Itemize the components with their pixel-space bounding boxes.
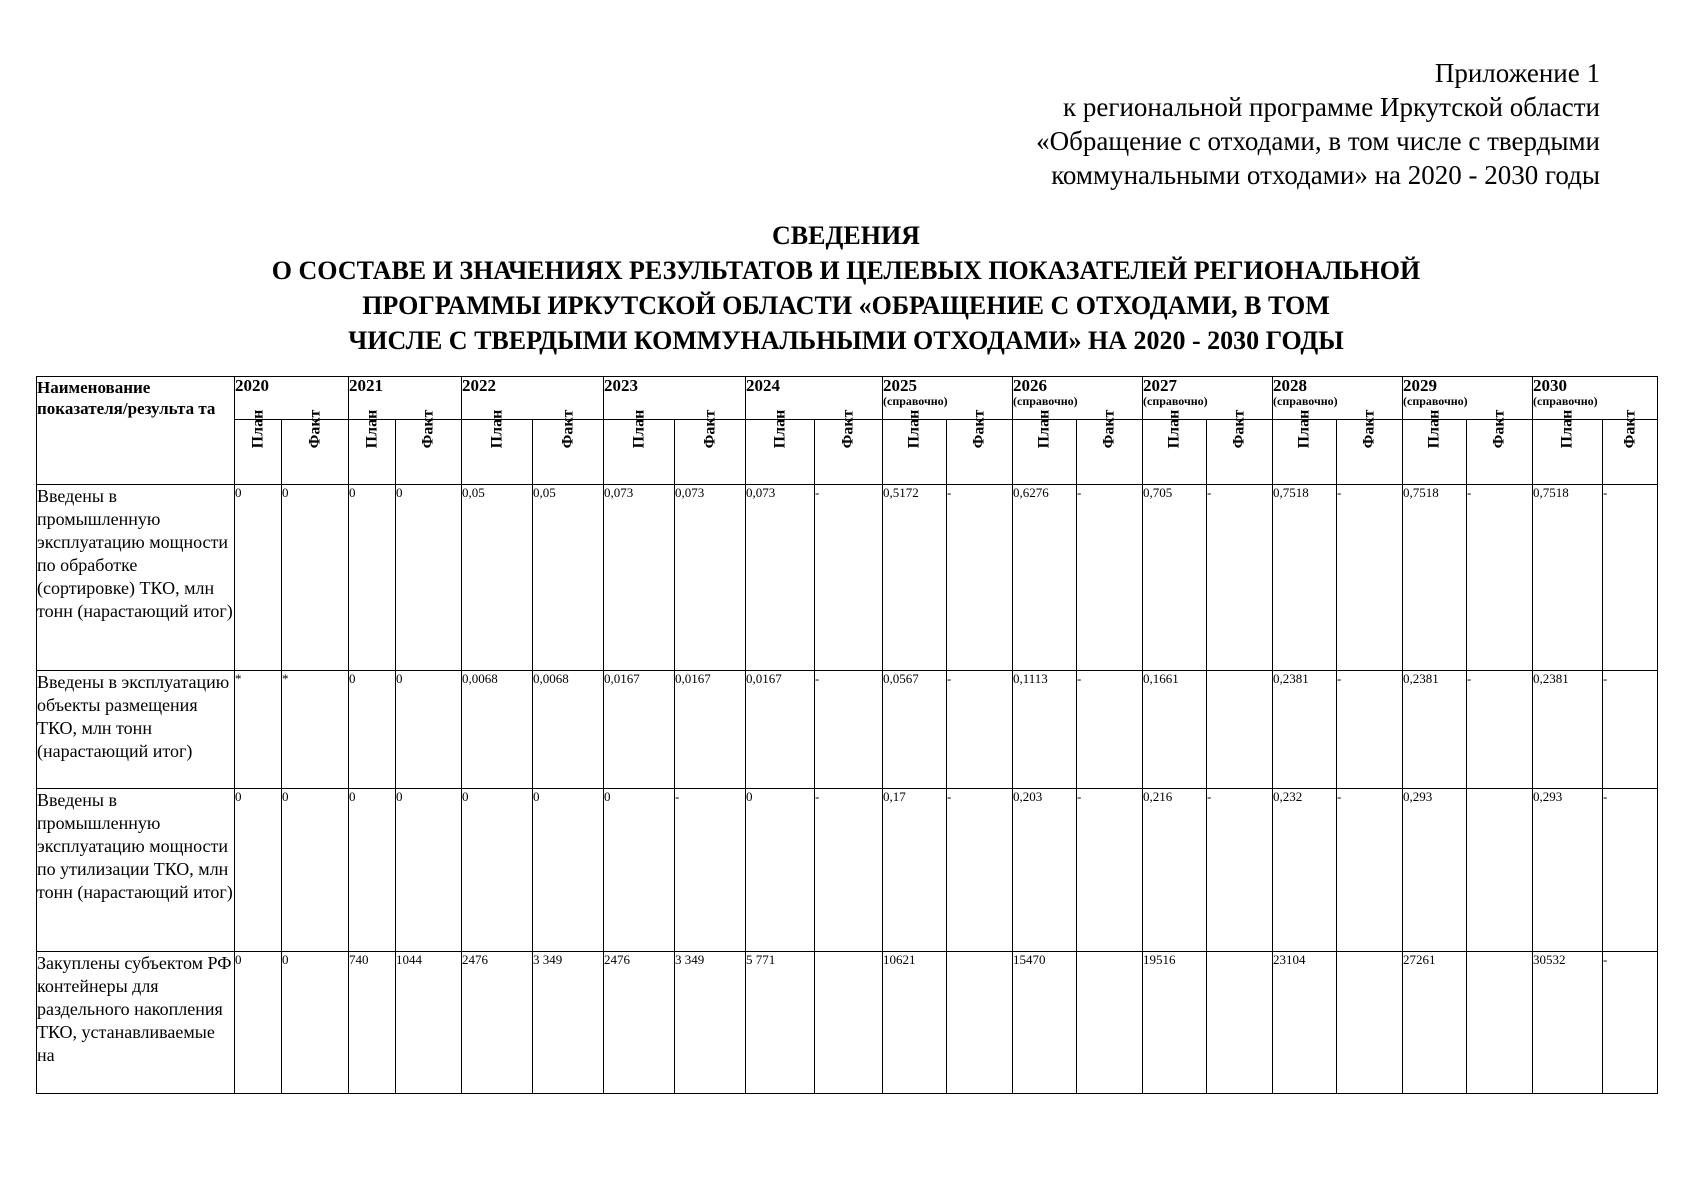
value-cell: 0 — [282, 789, 349, 952]
indicator-name: Закуплены субъектом РФ контейнеры для раздельного накопления ТКО, устанавливаемые на — [37, 952, 235, 1094]
value-cell: 0,17 — [883, 789, 947, 952]
title-line-1: СВЕДЕНИЯ — [772, 221, 920, 250]
value-cell: - — [1077, 485, 1143, 671]
value-cell: 0,0167 — [746, 671, 815, 789]
value-cell: 0 — [349, 789, 396, 952]
value-cell: 0,0167 — [675, 671, 746, 789]
value-cell: - — [1467, 671, 1533, 789]
table-row — [37, 671, 1658, 789]
value-cell: - — [1467, 485, 1533, 671]
value-cell — [947, 952, 1013, 1094]
table-row — [37, 952, 1658, 1094]
year-header-2030: 2030 (справочно) — [1533, 377, 1658, 420]
value-cell: 0,7518 — [1403, 485, 1467, 671]
value-cell: - — [1337, 789, 1403, 952]
table-row — [37, 789, 1658, 952]
value-cell: * — [282, 671, 349, 789]
value-cell: - — [947, 485, 1013, 671]
value-cell: 0,2381 — [1273, 671, 1337, 789]
table-row — [37, 485, 1658, 671]
value-cell: - — [1207, 485, 1273, 671]
value-cell — [1467, 952, 1533, 1094]
value-cell — [1207, 952, 1273, 1094]
year-header-2022: 2022 — [462, 377, 604, 420]
document-title — [0, 218, 1692, 358]
value-cell: - — [1603, 952, 1658, 1094]
value-cell: 0,216 — [1143, 789, 1207, 952]
year-header-2025: 2025 (справочно) — [883, 377, 1013, 420]
value-cell: 15470 — [1013, 952, 1077, 1094]
value-cell: 0,2381 — [1533, 671, 1603, 789]
value-cell: 0,0068 — [533, 671, 604, 789]
fact-header: Факт — [947, 420, 1013, 485]
value-cell: 0 — [604, 789, 675, 952]
value-cell: 0 — [533, 789, 604, 952]
plan-header: План — [1143, 420, 1207, 485]
value-cell: 0 — [349, 485, 396, 671]
plan-header: План — [1533, 420, 1603, 485]
fact-header: Факт — [396, 420, 462, 485]
value-cell: * — [235, 671, 282, 789]
value-cell: - — [1337, 485, 1403, 671]
plan-header: План — [1403, 420, 1467, 485]
value-cell: 0 — [746, 789, 815, 952]
year-header-2027: 2027 (справочно) — [1143, 377, 1273, 420]
value-cell — [1207, 671, 1273, 789]
year-header-2024: 2024 — [746, 377, 883, 420]
value-cell: 0,293 — [1403, 789, 1467, 952]
value-cell: 0,7518 — [1273, 485, 1337, 671]
value-cell: - — [1337, 671, 1403, 789]
value-cell: 0,203 — [1013, 789, 1077, 952]
value-cell: 27261 — [1403, 952, 1467, 1094]
value-cell: 0 — [396, 671, 462, 789]
value-cell: 0 — [235, 952, 282, 1094]
plan-header: План — [604, 420, 675, 485]
fact-header: Факт — [1603, 420, 1658, 485]
value-cell: 10621 — [883, 952, 947, 1094]
value-cell: 0,5172 — [883, 485, 947, 671]
value-cell: 2476 — [604, 952, 675, 1094]
value-cell: - — [1603, 671, 1658, 789]
value-cell: 23104 — [1273, 952, 1337, 1094]
fact-header: Факт — [1077, 420, 1143, 485]
year-header-2028: 2028 (справочно) — [1273, 377, 1403, 420]
plan-header: План — [349, 420, 396, 485]
value-cell — [1467, 789, 1533, 952]
title-line-3: ПРОГРАММЫ ИРКУТСКОЙ ОБЛАСТИ «ОБРАЩЕНИЕ С ОТХОДАМИ, В ТОМ — [362, 291, 1330, 320]
value-cell: 0,073 — [746, 485, 815, 671]
value-cell: 0 — [396, 789, 462, 952]
year-header-2020: 2020 — [235, 377, 349, 420]
value-cell — [1337, 952, 1403, 1094]
value-cell: - — [675, 789, 746, 952]
fact-header: Факт — [1207, 420, 1273, 485]
plan-header: План — [1013, 420, 1077, 485]
indicator-name: Введены в эксплуатацию объекты размещения ТКО, млн тонн (нарастающий итог) — [37, 671, 235, 789]
indicators-table — [36, 376, 1658, 1094]
value-cell — [1077, 952, 1143, 1094]
value-cell: 0,2381 — [1403, 671, 1467, 789]
value-cell: 0 — [235, 789, 282, 952]
value-cell: 0,1661 — [1143, 671, 1207, 789]
value-cell: 0,05 — [462, 485, 533, 671]
value-cell: - — [947, 671, 1013, 789]
value-cell: - — [815, 789, 883, 952]
appendix-block — [1036, 56, 1600, 192]
title-line-2: О СОСТАВЕ И ЗНАЧЕНИЯХ РЕЗУЛЬТАТОВ И ЦЕЛЕВЫХ ПОКАЗАТЕЛЕЙ РЕГИОНАЛЬНОЙ — [271, 256, 1421, 285]
value-cell — [815, 952, 883, 1094]
plan-header: План — [1273, 420, 1337, 485]
value-cell: 30532 — [1533, 952, 1603, 1094]
value-cell: 740 — [349, 952, 396, 1094]
fact-header: Факт — [815, 420, 883, 485]
value-cell: 0,6276 — [1013, 485, 1077, 671]
appendix-line-3: «Обращение с отходами, в том числе с твердыми — [1036, 126, 1600, 156]
value-cell: 0,05 — [533, 485, 604, 671]
year-header-2029: 2029 (справочно) — [1403, 377, 1533, 420]
value-cell: 0 — [282, 485, 349, 671]
value-cell: 0,073 — [675, 485, 746, 671]
value-cell: 0,0567 — [883, 671, 947, 789]
appendix-line-4: коммунальными отходами» на 2020 - 2030 годы — [1051, 160, 1600, 190]
value-cell: 19516 — [1143, 952, 1207, 1094]
value-cell: 0 — [349, 671, 396, 789]
value-cell: 0 — [462, 789, 533, 952]
plan-header: План — [462, 420, 533, 485]
year-header-2021: 2021 — [349, 377, 462, 420]
value-cell: 3 349 — [533, 952, 604, 1094]
value-cell: 0,1113 — [1013, 671, 1077, 789]
plan-header: План — [883, 420, 947, 485]
indicator-name: Введены в промышленную эксплуатацию мощности по обработке (сортировке) ТКО, млн тонн (нарастающий итог) — [37, 485, 235, 671]
value-cell: 0 — [396, 485, 462, 671]
header-row-plan-fact — [37, 420, 1658, 485]
column-header-name: Наименование показателя/результа та — [37, 377, 235, 485]
value-cell: 3 349 — [675, 952, 746, 1094]
value-cell: - — [947, 789, 1013, 952]
value-cell: - — [1077, 789, 1143, 952]
value-cell: 2476 — [462, 952, 533, 1094]
fact-header: Факт — [1467, 420, 1533, 485]
fact-header: Факт — [282, 420, 349, 485]
value-cell: 1044 — [396, 952, 462, 1094]
fact-header: Факт — [533, 420, 604, 485]
year-header-2023: 2023 — [604, 377, 746, 420]
value-cell: 0,073 — [604, 485, 675, 671]
year-header-2026: 2026 (справочно) — [1013, 377, 1143, 420]
fact-header: Факт — [1337, 420, 1403, 485]
value-cell: 5 771 — [746, 952, 815, 1094]
value-cell: - — [815, 671, 883, 789]
value-cell: - — [1207, 789, 1273, 952]
value-cell: - — [1603, 789, 1658, 952]
value-cell: 0 — [235, 485, 282, 671]
value-cell: - — [815, 485, 883, 671]
value-cell: 0,293 — [1533, 789, 1603, 952]
value-cell: - — [1077, 671, 1143, 789]
value-cell: 0,705 — [1143, 485, 1207, 671]
title-line-4: ЧИСЛЕ С ТВЕРДЫМИ КОММУНАЛЬНЫМИ ОТХОДАМИ» НА 2020 - 2030 ГОДЫ — [348, 326, 1344, 355]
plan-header: План — [746, 420, 815, 485]
appendix-line-2: к региональной программе Иркутской области — [1063, 92, 1600, 122]
value-cell: - — [1603, 485, 1658, 671]
value-cell: 0,7518 — [1533, 485, 1603, 671]
indicator-name: Введены в промышленную эксплуатацию мощности по утилизации ТКО, млн тонн (нарастающий итог) — [37, 789, 235, 952]
value-cell: 0,0068 — [462, 671, 533, 789]
appendix-line-1: Приложение 1 — [1434, 58, 1600, 88]
plan-header: План — [235, 420, 282, 485]
fact-header: Факт — [675, 420, 746, 485]
value-cell: 0,0167 — [604, 671, 675, 789]
value-cell: 0 — [282, 952, 349, 1094]
value-cell: 0,232 — [1273, 789, 1337, 952]
